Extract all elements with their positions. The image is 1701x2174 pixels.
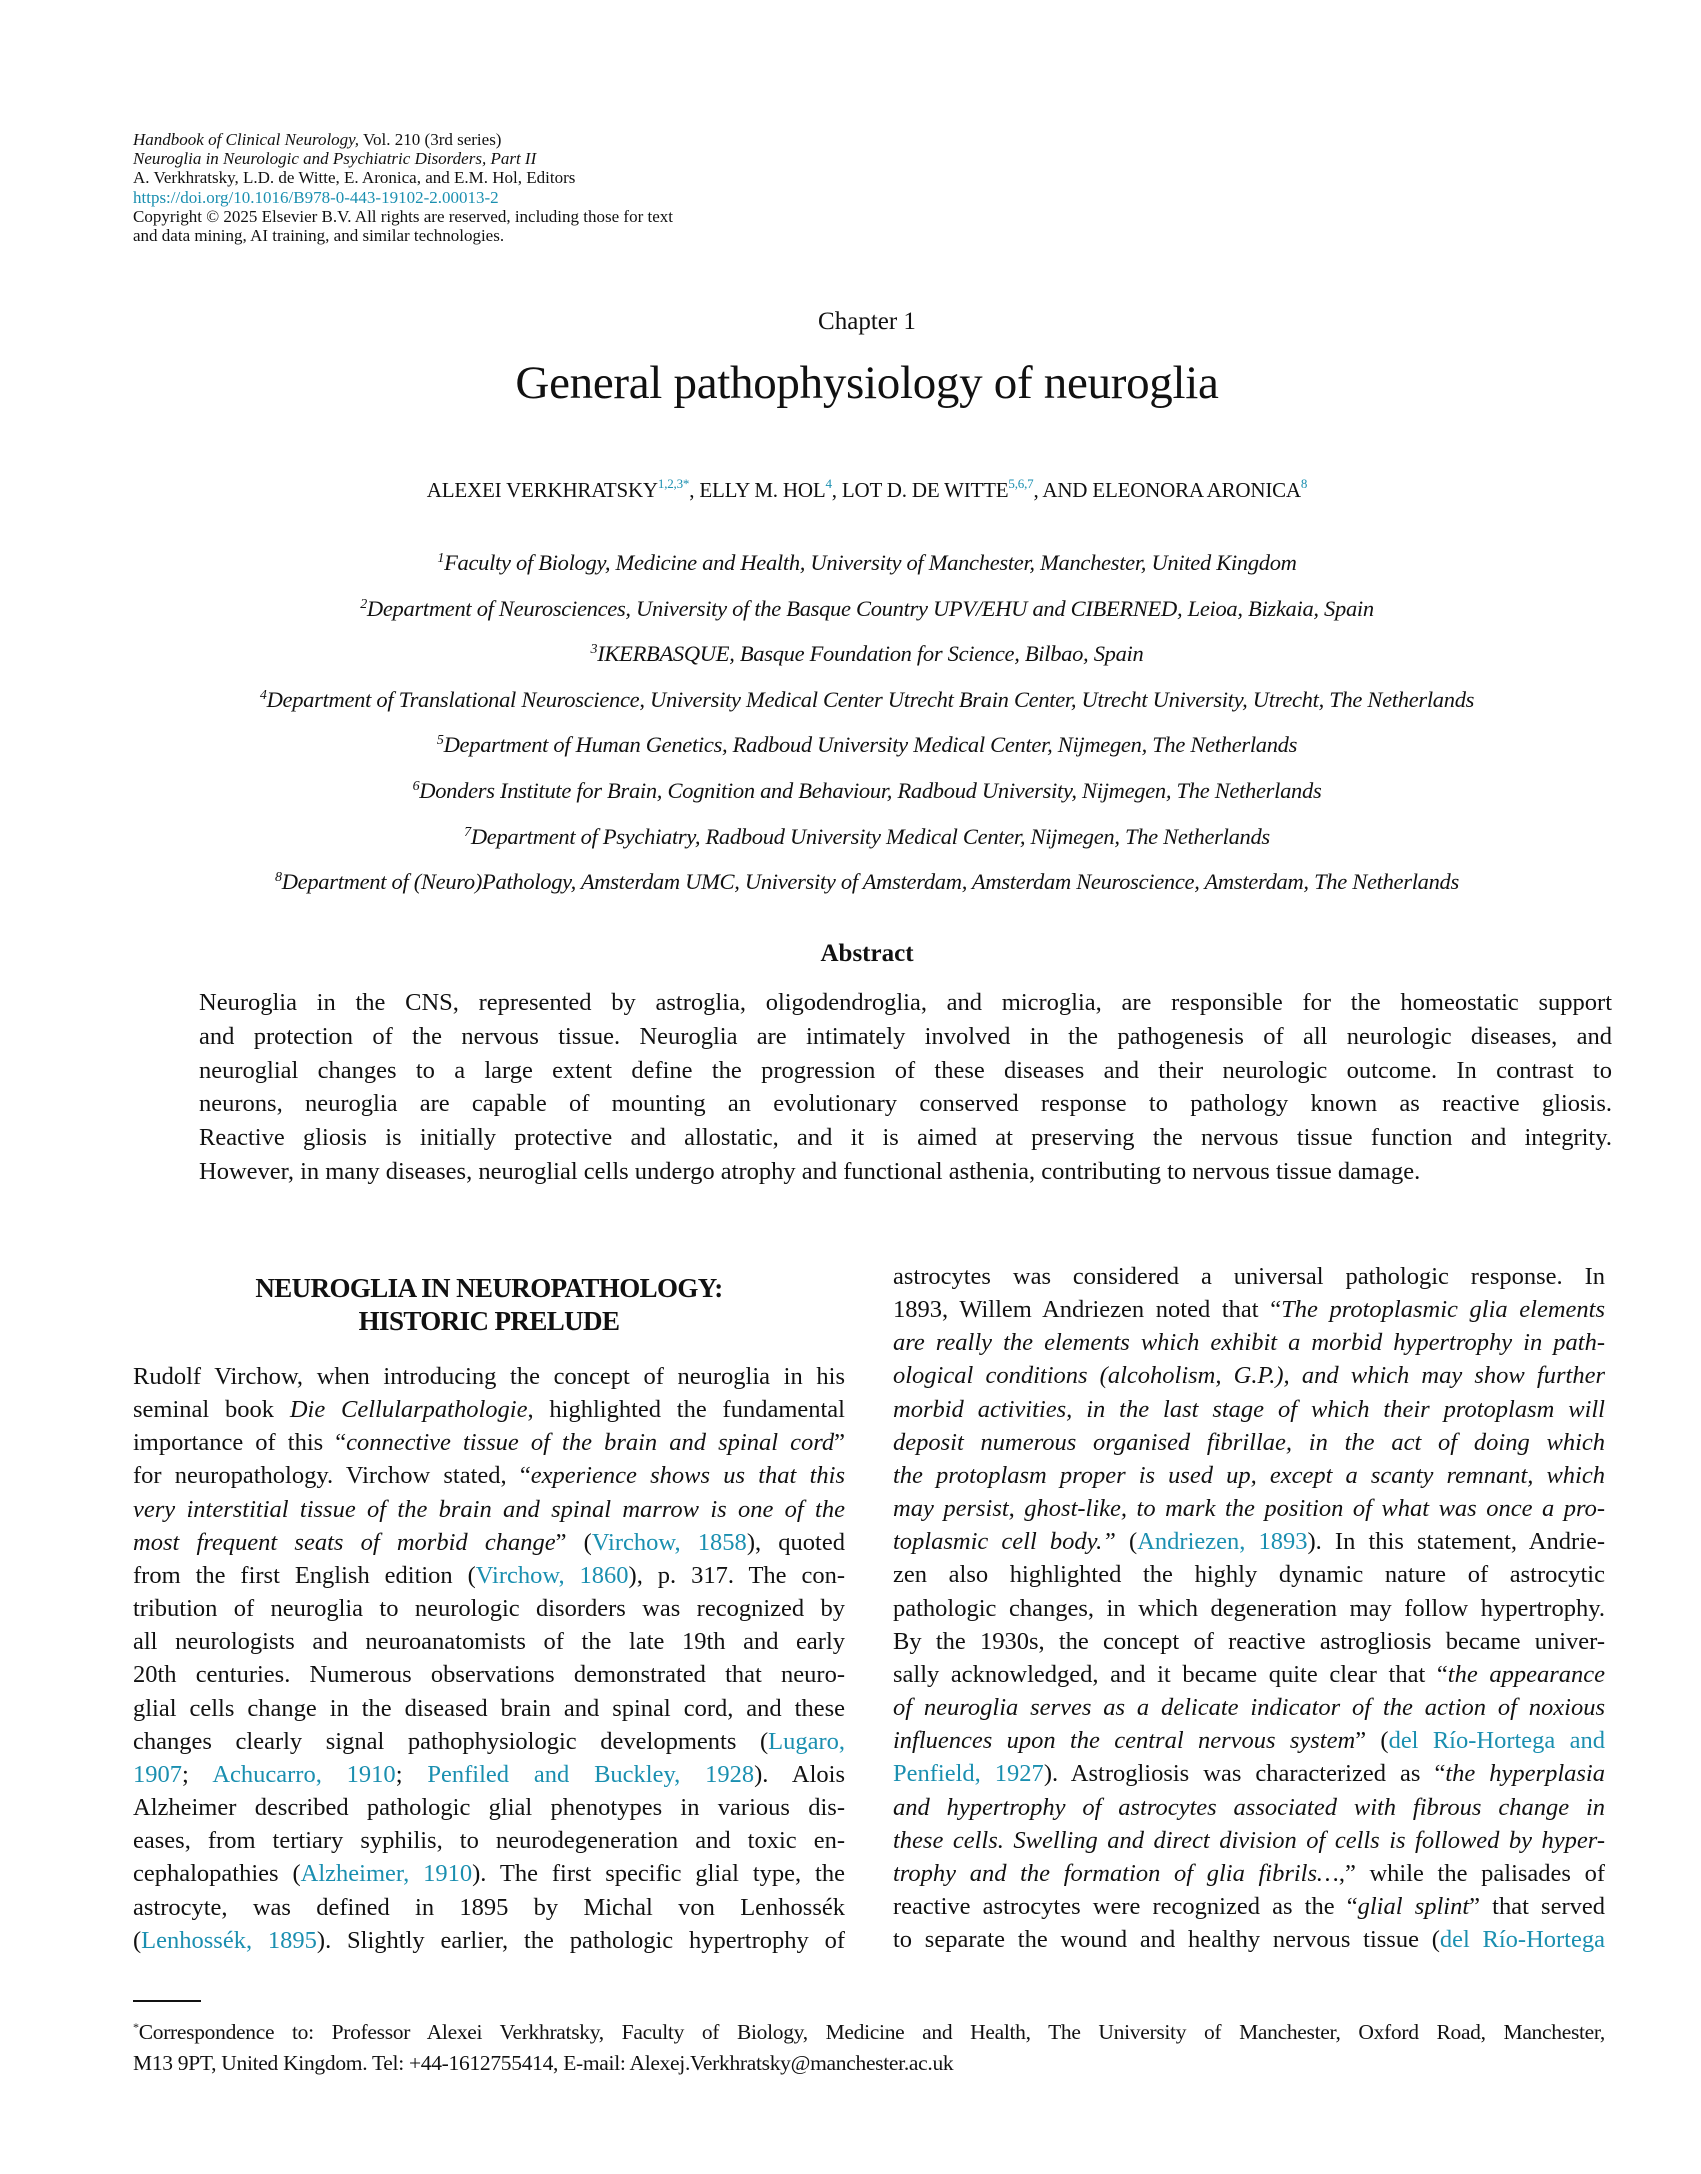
affiliation-text: Department of Human Genetics, Radboud University Medical Center, Nijmegen, The Netherlands xyxy=(443,732,1298,758)
text-run: ). Alois xyxy=(754,1760,845,1788)
text-line xyxy=(133,1791,845,1824)
citation-link[interactable]: del Río-Hortega xyxy=(1439,1926,1605,1954)
italic-quote: toplasmic cell body.” xyxy=(893,1528,1116,1556)
author-affiliation-ref[interactable]: 4 xyxy=(825,476,832,491)
author-name: ALEXEI VERKHRATSKY xyxy=(426,478,658,502)
text-run: sally acknowledged, and it became quite clear that “ xyxy=(893,1660,1448,1688)
copyright-line-2: and data mining, AI training, and similar technologies. xyxy=(133,226,505,246)
text-line xyxy=(893,1359,1605,1392)
author-name: ELLY M. HOL xyxy=(699,478,826,502)
text-run: seminal book xyxy=(133,1396,290,1424)
text-line xyxy=(893,1824,1605,1857)
citation-link[interactable]: Virchow, 1860 xyxy=(475,1561,629,1589)
italic-quote: connective tissue of the brain and spinal cord xyxy=(346,1429,835,1457)
text-run: , highlighted the fundamental xyxy=(527,1396,845,1424)
affiliation-text: Department of (Neuro)Pathology, Amsterdam UMC, University of Amsterdam, Amsterdam Neuroscience, Amsterdam, The Netherlands xyxy=(281,869,1459,895)
text-run: ( xyxy=(133,1926,142,1954)
citation-link[interactable]: Penfiled and Buckley, 1928 xyxy=(427,1760,755,1788)
text-run: ; xyxy=(182,1760,213,1788)
text-line xyxy=(133,1592,845,1625)
text-run: ). Astrogliosis was characterized as “ xyxy=(1043,1760,1446,1788)
text-line xyxy=(893,1558,1605,1591)
journal-name: Handbook of Clinical Neurology, xyxy=(133,130,360,149)
text-line xyxy=(893,1592,1605,1625)
text-line xyxy=(133,1725,845,1758)
italic-quote: may persist, ghost-like, to mark the position of what was once a pro- xyxy=(893,1495,1605,1523)
chapter-title: General pathophysiology of neuroglia xyxy=(515,357,1219,409)
text-run: pathologic changes, in which degeneration may follow hypertrophy. xyxy=(893,1594,1605,1622)
text-line xyxy=(133,1526,845,1559)
author-separator: , xyxy=(689,478,700,502)
text-line xyxy=(199,1121,1612,1155)
citation-link[interactable]: 1907 xyxy=(133,1760,182,1788)
italic-quote: the hyperplasia xyxy=(1445,1760,1605,1788)
text-line xyxy=(133,1625,845,1658)
editors: A. Verkhratsky, L.D. de Witte, E. Aronica, and E.M. Hol, Editors xyxy=(133,168,576,188)
italic-quote: most frequent seats of morbid change xyxy=(133,1528,556,1556)
text-run: ” ( xyxy=(555,1528,592,1556)
affiliation-number: 2 xyxy=(360,596,367,612)
text-line xyxy=(133,1559,845,1592)
affiliation-item xyxy=(0,675,1701,721)
footnote-mark: * xyxy=(133,2020,139,2034)
text-run: neuroglial changes to a large extent define the progression of these diseases and their neurologic outcome. In contrast to xyxy=(199,1056,1612,1084)
citation-link[interactable]: Alzheimer, 1910 xyxy=(300,1860,473,1888)
affiliation-text: IKERBASQUE, Basque Foundation for Science, Bilbao, Spain xyxy=(597,641,1144,667)
text-line xyxy=(893,1393,1605,1426)
affiliation-item xyxy=(0,584,1701,630)
text-run: ; xyxy=(395,1760,428,1788)
text-line xyxy=(893,1923,1605,1956)
author-separator: , xyxy=(831,478,842,502)
affiliation-item xyxy=(0,766,1701,812)
italic-quote: the protoplasm proper is used up, except a scanty remnant, which xyxy=(893,1461,1605,1489)
text-line xyxy=(893,1791,1605,1824)
italic-quote: these cells. Swelling and direct division of cells is followed by hyper- xyxy=(893,1826,1605,1854)
affiliation-item xyxy=(0,857,1701,903)
italic-quote: and hypertrophy of astrocytes associated with fibrous change in xyxy=(893,1793,1605,1821)
italic-quote: deposit numerous organised fibrillae, in the act of doing which xyxy=(893,1428,1605,1456)
text-line xyxy=(133,1924,845,1957)
text-line xyxy=(199,1020,1612,1054)
affiliation-number: 1 xyxy=(437,551,445,566)
abstract-body xyxy=(199,986,1612,1189)
text-run: zen also highlighted the highly dynamic nature of astrocytic xyxy=(893,1561,1605,1589)
author-name: LOT D. DE WITTE xyxy=(841,478,1009,502)
text-run: all neurologists and neuroanatomists of the late 19th and early xyxy=(133,1628,845,1656)
text-line xyxy=(199,1054,1612,1088)
text-line xyxy=(893,1260,1605,1293)
citation-link[interactable]: Virchow, 1858 xyxy=(591,1528,747,1556)
chapter-label: Chapter 1 xyxy=(818,308,916,335)
book-header xyxy=(133,130,673,245)
affiliation-number: 4 xyxy=(259,687,267,703)
text-line xyxy=(133,1360,845,1393)
text-run: ). The first specific glial type, the xyxy=(472,1860,845,1888)
text-line xyxy=(133,1891,845,1924)
text-run: neurons, neuroglia are capable of mounting an evolutionary conserved response to pathology known as reactive gliosis. xyxy=(199,1090,1612,1118)
text-run: astrocyte, was defined in 1895 by Michal von Lenhossék xyxy=(133,1893,845,1921)
text-run: from the first English edition ( xyxy=(133,1561,476,1589)
text-line xyxy=(199,986,1612,1020)
section-heading xyxy=(133,1272,845,1338)
affiliation-text: Faculty of Biology, Medicine and Health, University of Manchester, Manchester, United Kingdom xyxy=(444,550,1297,575)
italic-quote: of neuroglia serves as a delicate indicator of the action of noxious xyxy=(893,1694,1605,1722)
text-run: ( xyxy=(1115,1528,1138,1556)
affiliation-text: Donders Institute for Brain, Cognition and Behaviour, Radboud University, Nijmegen, The Netherlands xyxy=(419,777,1322,803)
text-run: ,” while the palisades of xyxy=(1338,1859,1605,1887)
text-line xyxy=(199,1155,1612,1189)
text-line xyxy=(133,1426,845,1459)
author-list xyxy=(0,476,1701,503)
section-heading-line: NEUROGLIA IN NEUROPATHOLOGY: xyxy=(255,1273,723,1303)
text-line xyxy=(893,1757,1605,1790)
text-run: ), p. 317. The con- xyxy=(628,1561,845,1589)
affiliation-item xyxy=(0,720,1701,766)
text-run: ). In this statement, Andrie- xyxy=(1307,1528,1605,1556)
italic-quote: Die Cellularpathologie xyxy=(289,1396,528,1424)
affiliation-number: 8 xyxy=(275,870,282,886)
italic-quote: glial splint xyxy=(1357,1892,1470,1920)
text-run: Reactive gliosis is initially protective and allostatic, and it is aimed at preserving the nervous tissue function and integrity. xyxy=(199,1124,1612,1152)
body-column-left xyxy=(133,1360,845,1957)
text-line xyxy=(133,1393,845,1426)
italic-quote: are really the elements which exhibit a morbid hypertrophy in path- xyxy=(893,1329,1605,1357)
text-line xyxy=(133,1857,845,1890)
affiliation-text: Department of Translational Neuroscience, University Medical Center Utrecht Brain Center, Utrecht University, Utrecht, The Netherlands xyxy=(266,686,1475,712)
text-line xyxy=(133,1658,845,1691)
footnote-divider xyxy=(133,2000,201,2002)
italic-quote: very interstitial tissue of the brain and spinal marrow is one of the xyxy=(133,1495,845,1523)
affiliations xyxy=(0,538,1701,903)
text-run: Rudolf Virchow, when introducing the concept of neuroglia in his xyxy=(133,1363,845,1390)
author-name: ELEONORA ARONICA xyxy=(1092,478,1301,502)
affiliation-number: 7 xyxy=(464,824,471,840)
text-line xyxy=(133,1692,845,1725)
affiliation-text: Department of Psychiatry, Radboud University Medical Center, Nijmegen, The Netherlands xyxy=(470,823,1270,849)
section-heading-line: HISTORIC PRELUDE xyxy=(358,1306,620,1336)
journal-volume: Vol. 210 (3rd series) xyxy=(359,130,502,149)
text-line xyxy=(893,1890,1605,1923)
text-run: Alzheimer described pathologic glial phenotypes in various dis- xyxy=(133,1794,845,1822)
body-column-right xyxy=(893,1260,1605,1956)
text-line xyxy=(893,1857,1605,1890)
affiliation-number: 6 xyxy=(412,778,420,794)
text-run: for neuropathology. Virchow stated, “ xyxy=(133,1462,531,1490)
citation-link[interactable]: Achucarro, 1910 xyxy=(212,1760,396,1788)
text-run: ), quoted xyxy=(746,1528,845,1556)
text-run: glial cells change in the diseased brain and spinal cord, and these xyxy=(133,1694,845,1722)
text-run: However, in many diseases, neuroglial cells undergo atrophy and functional asthenia, contributing to nervous tissue damage. xyxy=(199,1157,1421,1185)
author-affiliation-ref[interactable]: 5,6,7 xyxy=(1008,476,1034,491)
text-line xyxy=(893,1459,1605,1492)
text-run: importance of this “ xyxy=(133,1429,347,1457)
text-line xyxy=(893,1691,1605,1724)
citation-link[interactable]: del Río-Hortega and xyxy=(1388,1727,1605,1755)
citation-link[interactable]: Lugaro, xyxy=(768,1727,845,1755)
text-line xyxy=(133,1824,845,1857)
text-line xyxy=(893,1625,1605,1658)
italic-quote: ological conditions (alcoholism, G.P.), and which may show further xyxy=(893,1362,1605,1390)
text-run: reactive astrocytes were recognized as the “ xyxy=(893,1892,1358,1920)
citation-link[interactable]: Penfield, 1927 xyxy=(893,1760,1044,1788)
text-line xyxy=(893,1724,1605,1757)
text-line xyxy=(893,1293,1605,1326)
text-run: ” that served xyxy=(1469,1892,1605,1920)
affiliation-text: Department of Neurosciences, University of the Basque Country UPV/EHU and CIBERNED, Leioa, Bizkaia, Spain xyxy=(366,595,1374,621)
text-line xyxy=(133,1459,845,1492)
affiliation-item xyxy=(0,538,1701,584)
text-run: By the 1930s, the concept of reactive astrogliosis became univer- xyxy=(893,1627,1605,1655)
text-line xyxy=(893,1525,1605,1558)
book-title: Neuroglia in Neurologic and Psychiatric Disorders, Part II xyxy=(133,149,537,169)
text-line xyxy=(133,1493,845,1526)
text-run: 20th centuries. Numerous observations demonstrated that neuro- xyxy=(133,1661,845,1689)
text-line xyxy=(199,1087,1612,1121)
italic-quote: the appearance xyxy=(1447,1660,1605,1688)
text-line xyxy=(893,1492,1605,1525)
text-run: and protection of the nervous tissue. Neuroglia are intimately involved in the pathogenesis of all neurologic diseases, and xyxy=(199,1022,1612,1050)
affiliation-item xyxy=(0,812,1701,858)
text-run: ” ( xyxy=(1355,1727,1389,1755)
affiliation-item xyxy=(0,629,1701,675)
text-run: astrocytes was considered a universal pathologic response. In xyxy=(893,1263,1605,1290)
italic-quote: trophy and the formation of glia fibrils… xyxy=(893,1859,1339,1887)
text-run: cephalopathies ( xyxy=(133,1860,301,1888)
text-line xyxy=(893,1426,1605,1459)
text-run: tribution of neuroglia to neurologic disorders was recognized by xyxy=(133,1595,845,1623)
italic-quote: The protoplasmic glia elements xyxy=(1281,1296,1605,1324)
text-line xyxy=(893,1326,1605,1359)
correspondence-footnote xyxy=(133,2012,1605,2079)
author-affiliation-ref[interactable]: 8 xyxy=(1300,476,1308,491)
italic-quote: experience shows us that this xyxy=(530,1462,845,1490)
doi-link[interactable]: https://doi.org/10.1016/B978-0-443-19102-2.00013-2 xyxy=(133,187,499,207)
copyright-line-1: Copyright © 2025 Elsevier B.V. All rights are reserved, including those for text xyxy=(133,206,673,226)
footnote-line-2: M13 9PT, United Kingdom. Tel: +44-1612755414, E-mail: Alexej.Verkhratsky@manchester.ac.uk xyxy=(133,2051,954,2075)
author-separator: , AND xyxy=(1033,478,1093,502)
affiliation-number: 3 xyxy=(590,642,598,658)
abstract-heading: Abstract xyxy=(820,940,914,967)
italic-quote: morbid activities, in the last stage of which their protoplasm will xyxy=(893,1395,1605,1423)
italic-quote: influences upon the central nervous system xyxy=(893,1727,1356,1755)
text-line xyxy=(133,1758,845,1791)
text-run: ). Slightly earlier, the pathologic hypertrophy of xyxy=(316,1926,845,1954)
footnote-line-1: Correspondence to: Professor Alexei Verkhratsky, Faculty of Biology, Medicine and Health, The University of Manchester, Oxford Road, Manchester, xyxy=(138,2020,1605,2044)
text-run: changes clearly signal pathophysiologic developments ( xyxy=(133,1727,769,1755)
text-run: eases, from tertiary syphilis, to neurodegeneration and toxic en- xyxy=(133,1827,845,1855)
author-affiliation-ref[interactable]: 1,2,3* xyxy=(657,476,690,491)
affiliation-number: 5 xyxy=(436,733,444,749)
text-run: ” xyxy=(834,1429,845,1457)
text-run: 1893, Willem Andriezen noted that “ xyxy=(893,1296,1282,1324)
text-run: to separate the wound and healthy nervous tissue ( xyxy=(893,1926,1440,1954)
citation-link[interactable]: Andriezen, 1893 xyxy=(1137,1528,1308,1556)
text-run: Neuroglia in the CNS, represented by astroglia, oligodendroglia, and microglia, are responsible for the homeostatic support xyxy=(199,989,1612,1016)
citation-link[interactable]: Lenhossék, 1895 xyxy=(141,1926,317,1954)
text-line xyxy=(893,1658,1605,1691)
